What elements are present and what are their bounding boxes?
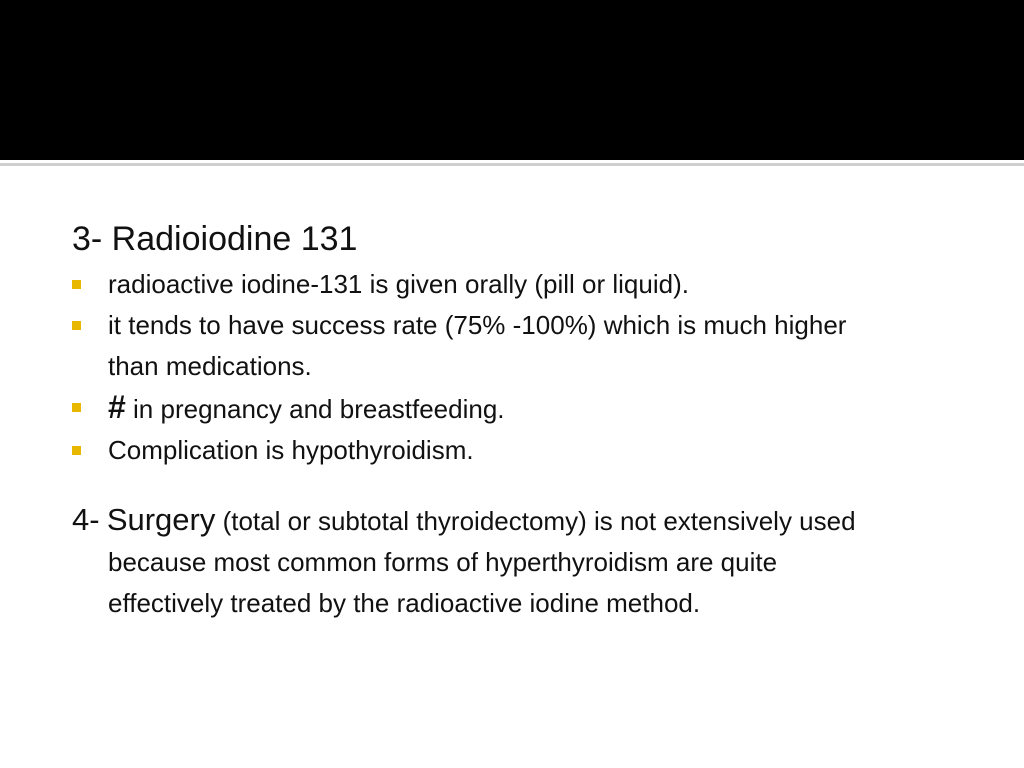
bullet-text: in pregnancy and breastfeeding. (133, 394, 505, 424)
bullet-text: Complication is hypothyroidism. (108, 435, 474, 465)
list-item (72, 387, 898, 430)
list-item (72, 430, 898, 471)
radioiodine-bullet-list (72, 264, 932, 471)
slide-content (72, 218, 932, 650)
surgery-paragraph (72, 499, 888, 624)
list-item (72, 305, 898, 387)
bullet-square-icon (72, 446, 81, 455)
bullet-square-icon (72, 403, 81, 412)
section-heading-radioiodine: 3- Radioiodine 131 (72, 220, 358, 258)
list-item (72, 264, 898, 305)
bullet-square-icon (72, 280, 81, 289)
slide-title-band (0, 0, 1024, 160)
surgery-label: Surgery (106, 502, 216, 537)
surgery-number: 4- (72, 502, 100, 537)
bullet-text: radioactive iodine-131 is given orally (pill or liquid). (108, 269, 689, 299)
title-divider (0, 163, 1024, 166)
surgery-text: (total or subtotal thyroidectomy) is not extensively used because most common forms of hyperthyroidism are quite effectively treated by the radioactive iodine method. (108, 506, 856, 618)
bullet-square-icon (72, 321, 81, 330)
hash-symbol: # (108, 389, 126, 425)
bullet-text: it tends to have success rate (75% -100%) which is much higher than medications. (108, 310, 847, 381)
